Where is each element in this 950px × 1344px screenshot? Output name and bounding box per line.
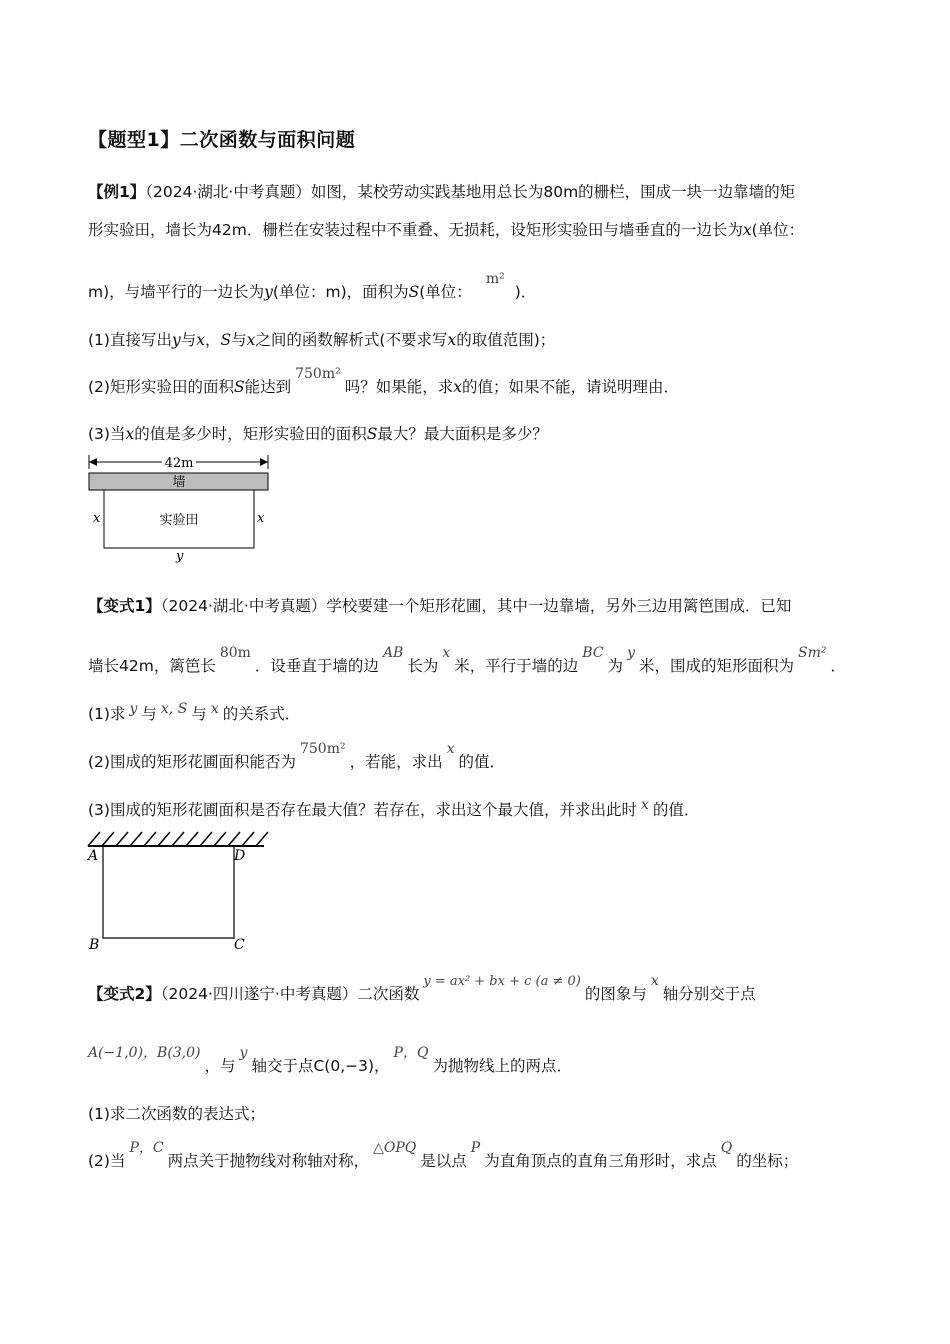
ex1-line3-text3: (单位：	[419, 283, 472, 301]
ex1-q1-x2: x	[246, 331, 256, 349]
ex1-q1-t4: 与	[231, 331, 247, 349]
var1-q1-t1: (1)求	[88, 705, 126, 723]
ex1-q1-x3: x	[447, 331, 457, 349]
var1-l2-t4: 米，平行于墙的边	[454, 657, 579, 675]
ex1-q1-t6: 的取值范围)；	[456, 331, 556, 349]
var2-q2-t2: 两点关于抛物线对称轴对称，	[167, 1152, 370, 1170]
var2-q2-p: P	[470, 1140, 481, 1156]
var2-q2-pc: P，C	[129, 1140, 164, 1156]
ex1-line2-text: 形实验田，墙长为42m．栅栏在安装过程中不重叠、无损耗，设矩形实验田与墙垂直的一边长为	[88, 221, 743, 239]
var2-q2-t4: 为直角顶点的直角三角形时，求点	[484, 1152, 717, 1170]
var1-q2	[88, 741, 506, 773]
var2-tag: 【变式2】	[88, 985, 161, 1003]
var1-q2-area: 750m²	[299, 741, 346, 757]
var2-q2-t5: 的坐标；	[736, 1152, 799, 1170]
ex1-var-s: S	[408, 283, 420, 301]
var1-ab: AB	[382, 645, 404, 661]
var2-points-ab: A(−1,0)，B(3,0)	[88, 1045, 201, 1061]
var2-l1-t1: （2024·四川遂宁·中考真题）二次函数	[160, 985, 420, 1003]
ex1-line3	[88, 271, 537, 303]
ex1-q1-s: S	[220, 331, 232, 349]
ex1-q2-t1: (2)矩形实验田的面积	[88, 378, 234, 396]
ex1-q2	[88, 366, 679, 398]
var1-l2-end: ．	[830, 657, 846, 675]
var1-q1-t3: 与	[191, 705, 207, 723]
var2-x: x	[650, 973, 659, 989]
ex1-q1	[88, 330, 555, 350]
var1-y: y	[627, 645, 635, 661]
ex1-q3-s: S	[366, 425, 378, 443]
ex1-q1-y: y	[171, 331, 181, 349]
var2-equation: y = ax² + bx + c (a ≠ 0)	[423, 974, 581, 989]
fig1-wall-label: 墙	[172, 475, 186, 490]
var2-q1: (1)求二次函数的表达式；	[88, 1105, 265, 1123]
fig1-arrow-right	[260, 458, 268, 466]
var1-q1-xs: x, S	[160, 701, 188, 717]
ex1-q2-t4: 的值；如果不能，请说明理由．	[461, 378, 679, 396]
ex1-q1-t5: 之间的函数解析式(不要求写	[255, 331, 448, 349]
ex1-q2-area: 750m²	[295, 366, 341, 382]
var2-l1-t2: 的图象与	[584, 985, 647, 1003]
fig2-label-d: D	[234, 848, 246, 864]
fig1-bottom-y: y	[176, 549, 184, 564]
fig1-right-x: x	[257, 511, 265, 526]
ex1-line3-text: m)，与墙平行的一边长为	[88, 283, 265, 301]
var1-q3-x: x	[640, 797, 649, 813]
section-heading: 【题型1】二次函数与面积问题	[88, 129, 356, 151]
var1-q1-x: x	[210, 701, 219, 717]
ex1-line1	[88, 182, 795, 202]
var2-l2-t2: 轴交于点	[251, 1057, 314, 1075]
var2-y: y	[239, 1045, 248, 1061]
var1-q1-t4: 的关系式．	[222, 705, 301, 723]
var1-line1	[88, 596, 791, 616]
ex1-var-y: y	[264, 283, 273, 301]
ex1-q2-x: x	[453, 378, 462, 396]
fig2-fence	[103, 846, 234, 938]
var2-q2-triangle: △OPQ	[373, 1140, 417, 1156]
var2-q2-q: Q	[720, 1140, 733, 1156]
ex1-q1-x: x	[196, 331, 205, 349]
var2-line2	[88, 1045, 572, 1077]
ex1-line2-unit: (单位：	[751, 221, 805, 239]
ex1-var-x: x	[742, 221, 752, 239]
var1-l2-t1: 墙长42m，篱笆长	[88, 657, 216, 675]
ex1-line3-text2: (单位：m)，面积为	[272, 283, 409, 301]
var1-x: x	[442, 645, 451, 661]
ex1-q1-t2: 与	[180, 331, 197, 349]
ex1-q2-s: S	[233, 378, 245, 396]
var1-line2	[88, 645, 846, 677]
var1-bc: BC	[582, 645, 604, 661]
var1-fence-len: 80m	[219, 645, 251, 661]
var2-point-c: C(0,−3)，	[313, 1057, 390, 1075]
fig2-wall-hatching	[88, 832, 268, 846]
ex1-figure	[80, 452, 280, 564]
fig2-label-c: C	[234, 937, 245, 953]
var1-q3-t2: 的值．	[652, 801, 700, 819]
ex1-q3	[88, 424, 548, 444]
fig2-label-a: A	[88, 848, 99, 864]
var2-q2-t1: (2)当	[88, 1152, 126, 1170]
ex1-q2-t2: 能达到	[244, 378, 292, 396]
fig1-left-x: x	[93, 511, 101, 526]
var1-tag: 【变式1】	[88, 597, 161, 615]
var1-line1-text: （2024·湖北·中考真题）学校要建一个矩形花圃，其中一边靠墙，另外三边用篱笆围成．已知	[160, 597, 792, 615]
ex1-q2-t3: 吗？如果能，求	[344, 378, 454, 396]
ex1-q3-t1: (3)当	[88, 425, 126, 443]
fig1-width-label: 42m	[164, 456, 194, 471]
var2-q2	[88, 1140, 799, 1172]
ex1-line1-text: （2024·湖北·中考真题）如图，某校劳动实践基地用总长为80m的栅栏，围成一块一边靠墙的矩	[145, 183, 796, 201]
var1-figure	[84, 828, 274, 954]
var2-q2-t3: 是以点	[420, 1152, 467, 1170]
ex1-line2	[88, 220, 804, 240]
fig2-label-b: B	[89, 937, 100, 953]
ex1-q3-x: x	[125, 425, 135, 443]
var1-q2-x: x	[446, 741, 455, 757]
var1-l2-t2: ．设垂直于墙的边	[254, 657, 379, 675]
fig1-arrow-left	[89, 458, 97, 466]
ex1-line3-end: )．	[514, 283, 537, 301]
var1-q2-t3: 的值．	[458, 753, 506, 771]
var2-l2-t1: ，与	[204, 1057, 236, 1075]
ex1-q3-t3: 最大？最大面积是多少？	[377, 425, 548, 443]
ex1-q1-t3: ，	[205, 331, 221, 349]
var1-q2-t1: (2)围成的矩形花圃面积能否为	[88, 753, 296, 771]
var1-q3-t1: (3)围成的矩形花圃面积是否存在最大值？若存在，求出这个最大值，并求出此时	[88, 801, 637, 819]
ex1-q1-t1: (1)直接写出	[88, 331, 172, 349]
var1-q1-t2: 与	[141, 705, 157, 723]
ex1-unit-m2: m²	[485, 271, 505, 287]
var2-l1-t3: 轴分别交于点	[662, 985, 756, 1003]
var2-pq: P，Q	[393, 1045, 429, 1061]
var1-q3	[88, 797, 700, 821]
var2-l2-t3: 为抛物线上的两点．	[432, 1057, 572, 1075]
var1-l2-t5: 为	[607, 657, 624, 675]
ex1-q3-t2: 的值是多少时，矩形实验田的面积	[134, 425, 367, 443]
fig1-field-label: 实验田	[159, 513, 199, 528]
var1-area-unit: Sm²	[798, 645, 827, 661]
var1-q1	[88, 701, 301, 725]
var1-q1-y: y	[129, 701, 138, 717]
var1-l2-t6: 米，围成的矩形面积为	[638, 657, 794, 675]
ex1-tag: 【例1】	[88, 183, 146, 201]
var1-q2-t2: ，若能，求出	[349, 753, 443, 771]
var1-l2-t3: 长为	[407, 657, 439, 675]
